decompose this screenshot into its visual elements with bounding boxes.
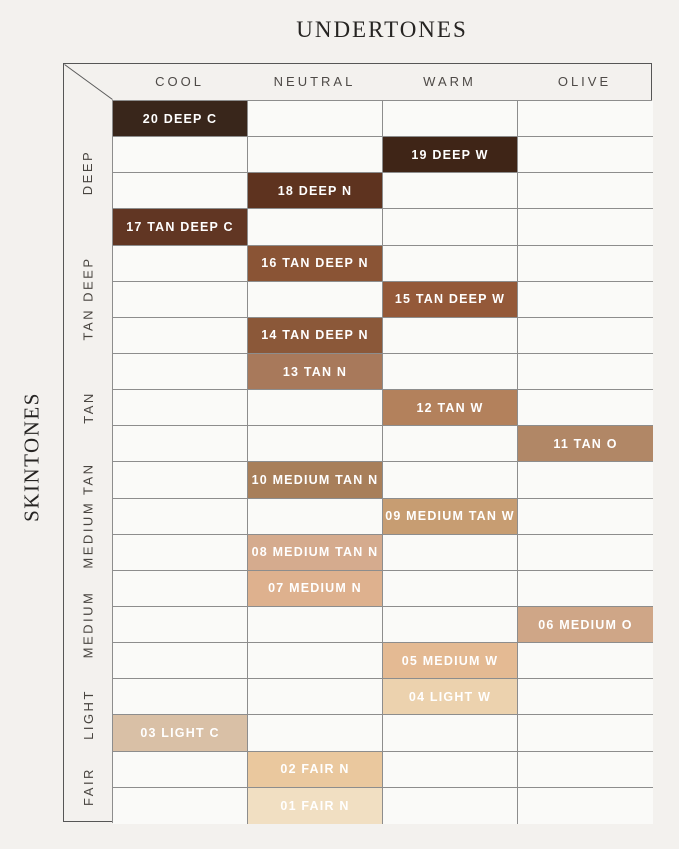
empty-cell [113,173,248,209]
empty-cell [248,426,383,462]
empty-cell [383,715,518,751]
empty-cell [518,246,653,282]
shade-cell-17-tan-deep-c: 17 TAN DEEP C [113,209,248,245]
empty-cell [248,137,383,173]
empty-cell [113,571,248,607]
empty-cell [383,246,518,282]
empty-cell [383,462,518,498]
empty-cell [518,679,653,715]
shade-cell-01-fair-n: 01 FAIR N [248,788,383,824]
empty-cell [383,607,518,643]
skintone-group-tan [64,353,112,461]
shade-cell-10-medium-tan-n: 10 MEDIUM TAN N [248,462,383,498]
empty-cell [383,209,518,245]
group-label-text: MEDIUM [80,590,96,659]
empty-cell [113,318,248,354]
empty-cell [518,643,653,679]
skintone-group-medium [64,570,112,678]
empty-cell [113,354,248,390]
shade-cell-18-deep-n: 18 DEEP N [248,173,383,209]
shade-cell-08-medium-tan-n: 08 MEDIUM TAN N [248,535,383,571]
empty-cell [113,535,248,571]
shade-cell-02-fair-n: 02 FAIR N [248,752,383,788]
empty-cell [383,101,518,137]
skintone-group-tan-deep [64,245,112,353]
group-label-text: TAN [80,390,96,424]
empty-cell [113,462,248,498]
empty-cell [383,535,518,571]
empty-cell [518,137,653,173]
column-header-warm: WARM [423,74,476,89]
skintone-group-fair [64,751,112,823]
empty-cell [518,173,653,209]
empty-cell [518,535,653,571]
empty-cell [248,282,383,318]
empty-cell [383,788,518,824]
empty-cell [113,752,248,788]
shade-cell-20-deep-c: 20 DEEP C [113,101,248,137]
empty-cell [248,715,383,751]
shade-cell-06-medium-o: 06 MEDIUM O [518,607,653,643]
group-label-text: DEEP [80,149,96,195]
column-header-olive: OLIVE [557,74,612,89]
shade-cell-04-light-w: 04 LIGHT W [383,679,518,715]
undertones-axis-title: UNDERTONES [296,17,468,42]
shade-cell-07-medium-n: 07 MEDIUM N [248,571,383,607]
empty-cell [248,679,383,715]
empty-cell [383,318,518,354]
empty-cell [518,390,653,426]
empty-cell [518,462,653,498]
empty-cell [518,499,653,535]
empty-cell [383,426,518,462]
empty-cell [518,715,653,751]
group-label-text: FAIR [80,767,96,807]
empty-cell [383,571,518,607]
shade-cell-05-medium-w: 05 MEDIUM W [383,643,518,679]
corner-diagonal-line [64,64,113,100]
empty-cell [248,499,383,535]
empty-cell [113,282,248,318]
skintone-group-deep [64,100,112,245]
empty-cell [248,209,383,245]
group-label-text: LIGHT [80,689,96,740]
shade-cell-13-tan-n: 13 TAN N [248,354,383,390]
chart-frame [63,63,652,822]
skintones-axis-title: SKINTONES [19,392,44,522]
empty-cell [113,499,248,535]
empty-cell [383,354,518,390]
skintone-group-light [64,678,112,750]
empty-cell [518,571,653,607]
skintone-group-medium-tan [64,462,112,570]
empty-cell [518,752,653,788]
empty-cell [113,426,248,462]
empty-cell [518,209,653,245]
empty-cell [113,643,248,679]
empty-cell [383,752,518,788]
empty-cell [113,390,248,426]
empty-cell [518,788,653,824]
empty-cell [113,137,248,173]
empty-cell [113,607,248,643]
shade-cell-09-medium-tan-w: 09 MEDIUM TAN W [383,499,518,535]
group-label-text: MEDIUM TAN [80,462,96,569]
shade-grid [112,100,652,823]
empty-cell [248,390,383,426]
shade-cell-16-tan-deep-n: 16 TAN DEEP N [248,246,383,282]
empty-cell [518,282,653,318]
empty-cell [248,643,383,679]
column-header-neutral: NEUTRAL [273,74,356,89]
empty-cell [383,173,518,209]
shade-cell-15-tan-deep-w: 15 TAN DEEP W [383,282,518,318]
empty-cell [248,607,383,643]
empty-cell [113,788,248,824]
empty-cell [518,318,653,354]
shade-cell-11-tan-o: 11 TAN O [518,426,653,462]
shade-cell-19-deep-w: 19 DEEP W [383,137,518,173]
empty-cell [248,101,383,137]
column-header-cool: COOL [155,74,204,89]
empty-cell [518,101,653,137]
empty-cell [113,246,248,282]
empty-cell [518,354,653,390]
shade-cell-03-light-c: 03 LIGHT C [113,715,248,751]
shade-cell-12-tan-w: 12 TAN W [383,390,518,426]
group-label-text: TAN DEEP [80,256,96,341]
shade-cell-14-tan-deep-n: 14 TAN DEEP N [248,318,383,354]
empty-cell [113,679,248,715]
